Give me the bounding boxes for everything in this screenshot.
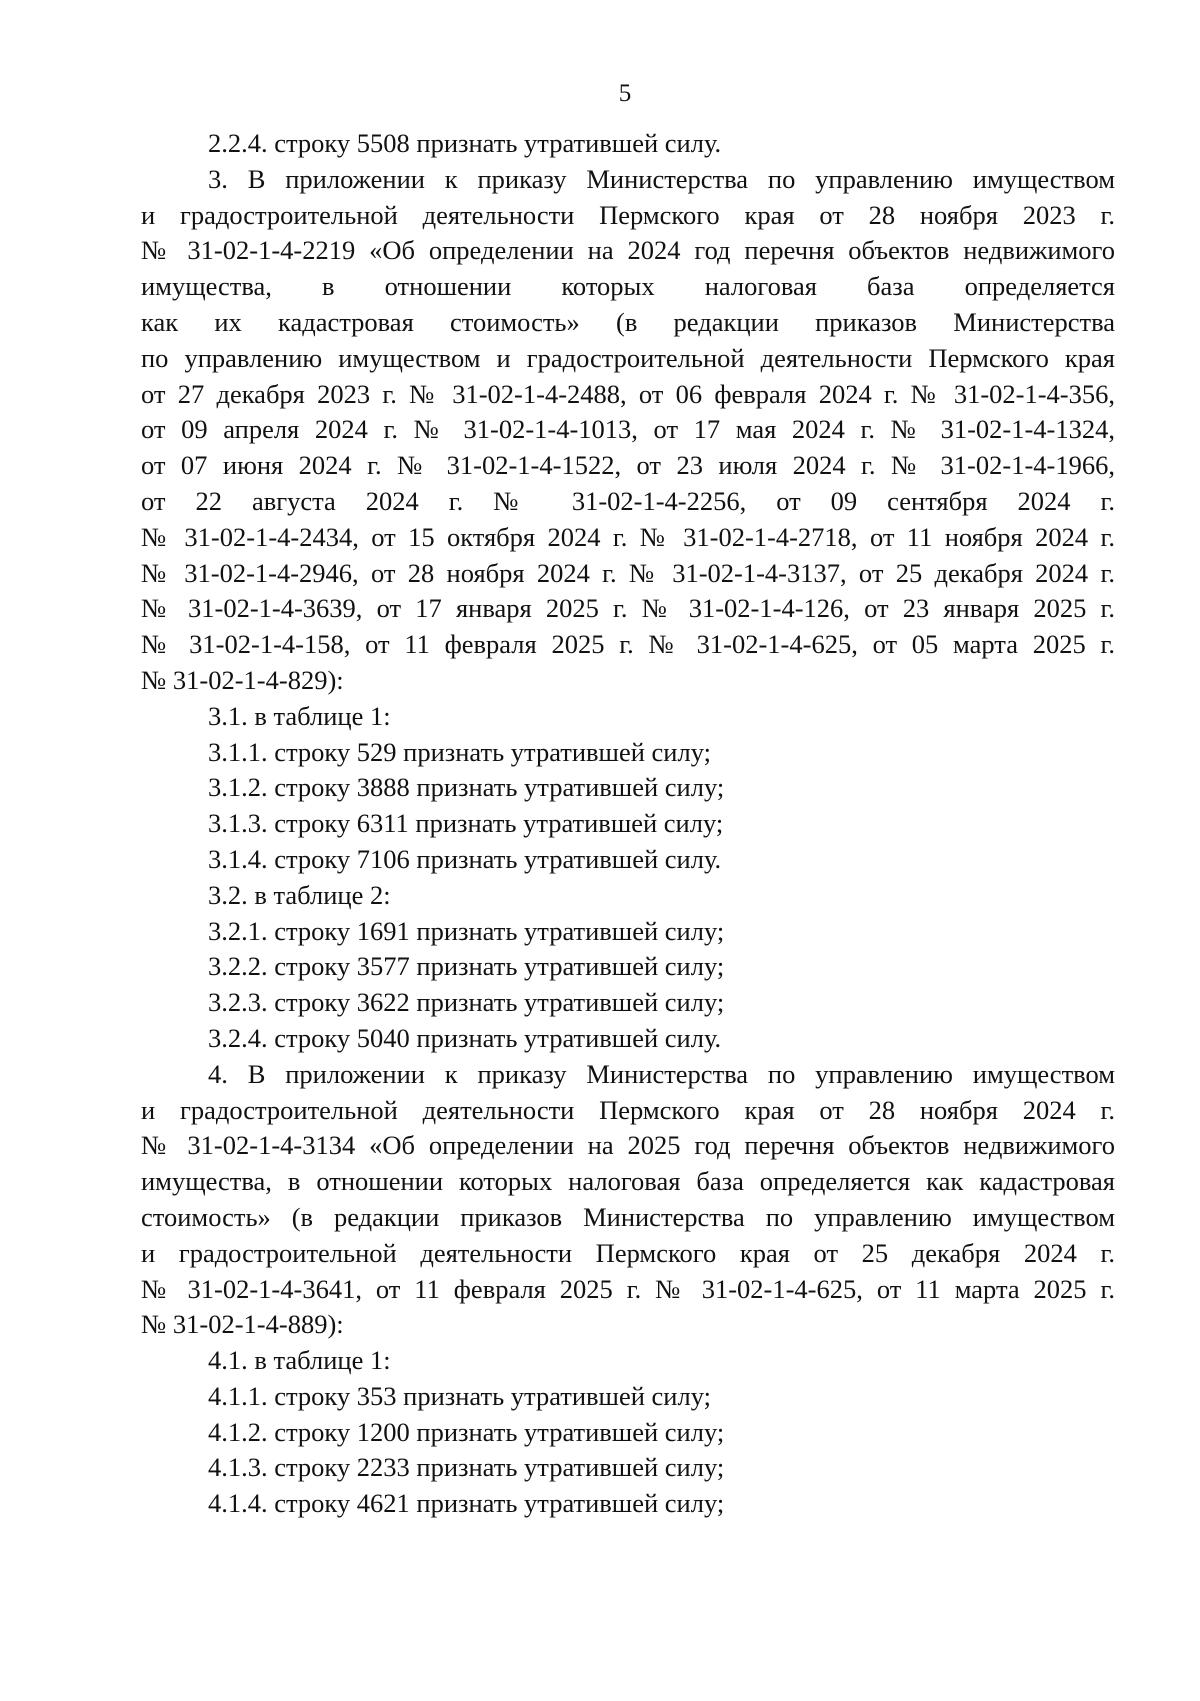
paragraph-3-line: имущества, в отношении которых налоговая база определяется <box>141 271 1115 302</box>
paragraph-3-line: № 31-02-1-4-2219 «Об определении на 2024 год перечня объектов недвижимого <box>141 235 1115 266</box>
paragraph-4-line: имущества, в отношении которых налоговая база определяется как кадастровая <box>141 1166 1115 1197</box>
paragraph-3-line: как их кадастровая стоимость» (в редакции приказов Министерства <box>141 306 1115 337</box>
paragraph-4 <box>141 1057 1115 1343</box>
item-3-2-2: 3.2.2. строку 3577 признать утратившей силу; <box>208 951 725 982</box>
paragraph-3 <box>141 162 1115 699</box>
paragraph-3-line: от 22 августа 2024 г. № 31-02-1-4-2256, от 09 сентября 2024 г. <box>141 485 1115 516</box>
item-4-1-2: 4.1.2. строку 1200 признать утратившей силу; <box>208 1416 725 1447</box>
item-4-1-1: 4.1.1. строку 353 признать утратившей силу; <box>208 1380 711 1411</box>
paragraph-3-line: по управлению имуществом и градостроительной деятельности Пермского края <box>141 342 1115 373</box>
paragraph-3-line: от 27 декабря 2023 г. № 31-02-1-4-2488, от 06 февраля 2024 г. № 31-02-1-4-356, <box>141 378 1115 409</box>
item-2-2-4: 2.2.4. строку 5508 признать утратившей силу. <box>208 128 722 158</box>
document-body <box>141 126 1115 1522</box>
page-number: 5 <box>618 80 632 107</box>
paragraph-4-line: № 31-02-1-4-3134 «Об определении на 2025 год перечня объектов недвижимого <box>141 1130 1115 1161</box>
item-3-1-2: 3.1.2. строку 3888 признать утратившей силу; <box>208 772 725 803</box>
paragraph-3-line: № 31-02-1-4-2946, от 28 ноября 2024 г. № 31-02-1-4-3137, от 25 декабря 2024 г. <box>141 557 1115 588</box>
item-3-2-1: 3.2.1. строку 1691 признать утратившей силу; <box>208 915 725 946</box>
paragraph-3-line: № 31-02-1-4-829): <box>141 664 344 695</box>
paragraph-3-line: от 07 июня 2024 г. № 31-02-1-4-1522, от 23 июля 2024 г. № 31-02-1-4-1966, <box>141 450 1115 481</box>
item-4-1-3: 4.1.3. строку 2233 признать утратившей силу; <box>208 1452 725 1483</box>
paragraph-3-line: № 31-02-1-4-2434, от 15 октября 2024 г. № 31-02-1-4-2718, от 11 ноября 2024 г. <box>141 521 1115 552</box>
item-3-1-4: 3.1.4. строку 7106 признать утратившей силу. <box>208 843 722 874</box>
paragraph-4-line: и градостроительной деятельности Пермского края от 25 декабря 2024 г. <box>141 1237 1115 1268</box>
item-3-1-3: 3.1.3. строку 6311 признать утратившей силу; <box>208 808 724 839</box>
paragraph-4-line: стоимость» (в редакции приказов Министерства по управлению имуществом <box>141 1201 1115 1232</box>
item-3-2-4: 3.2.4. строку 5040 признать утратившей силу. <box>208 1022 722 1053</box>
paragraph-4-line: № 31-02-1-4-3641, от 11 февраля 2025 г. № 31-02-1-4-625, от 11 марта 2025 г. <box>141 1273 1115 1304</box>
paragraph-3-line: 3. В приложении к приказу Министерства по управлению имуществом <box>208 163 1115 194</box>
item-4-1-4: 4.1.4. строку 4621 признать утратившей силу; <box>208 1488 725 1519</box>
paragraph-4-line: и градостроительной деятельности Пермского края от 28 ноября 2024 г. <box>141 1094 1115 1125</box>
paragraph-4-line: № 31-02-1-4-889): <box>141 1309 344 1340</box>
item-3-1-1: 3.1.1. строку 529 признать утратившей силу; <box>208 736 711 767</box>
paragraph-3-line: и градостроительной деятельности Пермского края от 28 ноября 2023 г. <box>141 199 1115 230</box>
item-3-2-3: 3.2.3. строку 3622 признать утратившей силу; <box>208 987 725 1018</box>
item-3-2: 3.2. в таблице 2: <box>208 879 391 910</box>
paragraph-4-line: 4. В приложении к приказу Министерства по управлению имуществом <box>208 1058 1115 1089</box>
paragraph-3-line: от 09 апреля 2024 г. № 31-02-1-4-1013, от 17 мая 2024 г. № 31-02-1-4-1324, <box>141 414 1115 445</box>
item-3-1: 3.1. в таблице 1: <box>208 700 391 731</box>
paragraph-3-line: № 31-02-1-4-3639, от 17 января 2025 г. № 31-02-1-4-126, от 23 января 2025 г. <box>141 593 1115 624</box>
item-4-1: 4.1. в таблице 1: <box>208 1345 391 1376</box>
paragraph-3-line: № 31-02-1-4-158, от 11 февраля 2025 г. № 31-02-1-4-625, от 05 марта 2025 г. <box>141 629 1115 660</box>
